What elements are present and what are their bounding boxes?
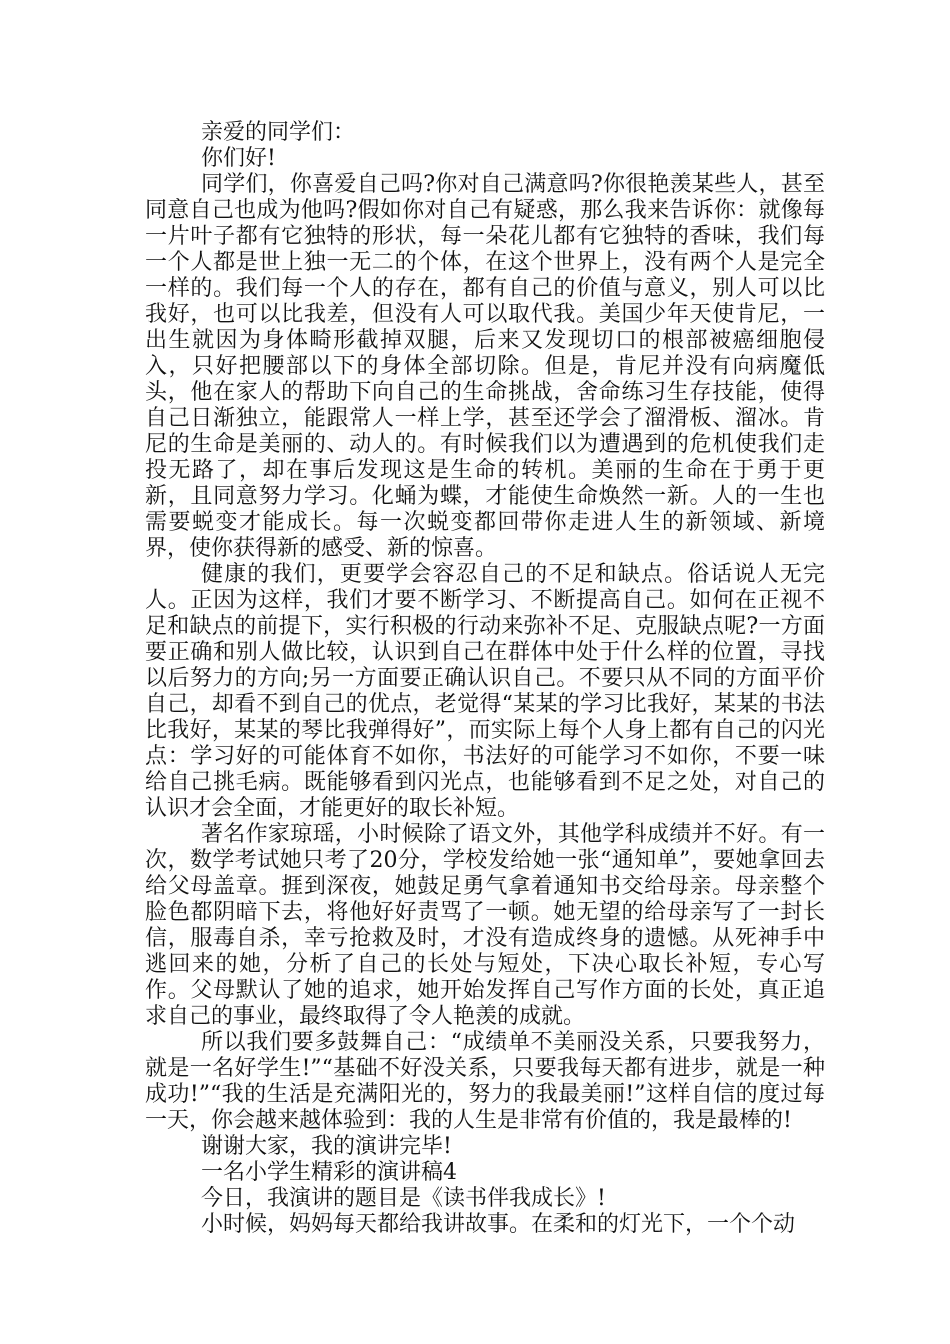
speech-topic-line: 今日，我演讲的题目是《读书伴我成长》! [201,1186,606,1211]
closing-line: 谢谢大家，我的演讲完毕! [201,1134,452,1159]
document-body [145,120,825,1238]
paragraph-encourage-self: 所以我们要多鼓舞自己：“成绩单不美丽没关系，只要我努力，就是一名好学生!”“基础不好没关系，只要我每天都有进步，就是一种成功!”“我的生活是充满阳光的，努力的我最美丽!”这样自信的度过每一天，你会越来越体验到：我的人生是非常有价值的，我是最棒的! [145,1030,825,1133]
paragraph-accept-flaws: 健康的我们，更要学会容忍自己的不足和缺点。俗话说人无完人。正因为这样，我们才要不断学习、不断提高自己。如何在正视不足和缺点的前提下，实行积极的行动来弥补不足、克服缺点呢?一方面要正确和别人做比较，认识到自己在群体中处于什么样的位置，寻找以后努力的方向;另一方面要正确认识自己。不要只从不同的方面平价自己，却看不到自己的优点，老觉得“某某的学习比我好，某某的书法比我好，某某的琴比我弹得好”，而实际上每个人身上都有自己的闪光点：学习好的可能体育不如你，书法好的可能学习不如你，不要一味给自己挑毛病。既能够看到闪光点，也能够看到不足之处，对自己的认识才会全面，才能更好的取长补短。 [145,562,825,821]
greeting-line: 亲爱的同学们： [201,120,356,145]
paragraph-qiongyao-story: 著名作家琼瑶，小时候除了语文外，其他学科成绩并不好。有一次，数学考试她只考了20分，学校发给她一张“通知单”，要她拿回去给父母盖章。捱到深夜，她鼓足勇气拿着通知书交给母亲。母亲整个脸色都阴暗下去，将他好好责骂了一顿。她无望的给母亲写了一封长信，服毒自杀，幸亏抢救及时，才没有造成终身的遗憾。从死神手中逃回来的她，分析了自己的长处与短处，下决心取长补短，专心写作。父母默认了她的追求，她开始发挥自己写作方面的长处，真正追求自己的事业，最终取得了令人艳羡的成就。 [145,822,825,1029]
paragraph-childhood: 小时候，妈妈每天都给我讲故事。在柔和的灯光下，一个个动 [201,1212,796,1237]
speech-heading: 一名小学生精彩的演讲稿4 [201,1160,457,1185]
salutation-line: 你们好! [201,146,276,171]
paragraph-self-love: 同学们，你喜爱自己吗?你对自己满意吗?你很艳羡某些人，甚至同意自己也成为他吗?假如你对自己有疑惑，那么我来告诉你：就像每一片叶子都有它独特的形状，每一朵花儿都有它独特的香味，我们每一个人都是世上独一无二的个体，在这个世界上，没有两个人是完全一样的。我们每一个人的存在，都有自己的价值与意义，别人可以比我好，也可以比我差，但没有人可以取代我。美国少年天使肯尼，一出生就因为身体畸形截掉双腿，后来又发现切口的根部被癌细胞侵入，只好把腰部以下的身体全部切除。但是，肯尼并没有向病魔低头，他在家人的帮助下向自己的生命挑战，舍命练习生存技能，使得自己日渐独立，能跟常人一样上学，甚至还学会了溜滑板、溜冰。肯尼的生命是美丽的、动人的。有时候我们以为遭遇到的危机使我们走投无路了，却在事后发现这是生命的转机。美丽的生命在于勇于更新，且同意努力学习。化蛹为蝶，才能使生命焕然一新。人的一生也需要蜕变才能成长。每一次蜕变都回带你走进人生的新领域、新境界，使你获得新的感受、新的惊喜。 [145,172,825,561]
